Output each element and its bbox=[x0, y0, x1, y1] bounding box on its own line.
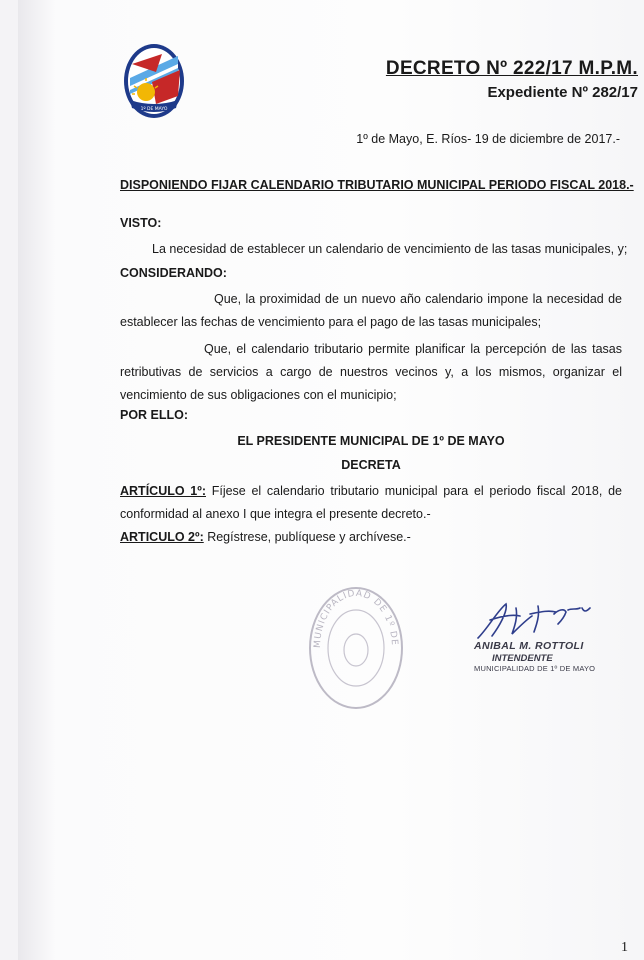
page-number: 1 bbox=[621, 940, 628, 955]
considerando-label: CONSIDERANDO: bbox=[120, 266, 227, 280]
title-block bbox=[386, 58, 638, 101]
expediente-number: Expediente Nº 282/17 bbox=[487, 84, 638, 101]
visto-text: La necesidad de establecer un calendario de vencimiento de las tasas municipales, y; bbox=[152, 242, 628, 256]
visto-label: VISTO: bbox=[120, 216, 162, 230]
date-line: 1º de Mayo, E. Ríos- 19 de diciembre de 2017.- bbox=[356, 132, 620, 146]
decreto-title: DECRETO Nº 222/17 M.P.M. bbox=[385, 58, 638, 79]
por-ello-label: POR ELLO: bbox=[120, 408, 189, 422]
considerando-paragraph-1: Que, la proximidad de un nuevo año calendario impone la necesidad de establecer las fechas de vencimiento para el pago de las tasas municipales; bbox=[120, 292, 622, 329]
municipal-crest-icon bbox=[122, 42, 186, 120]
articulo-2-label: ARTICULO 2º: bbox=[120, 530, 204, 544]
signer-name: ANIBAL M. ROTTOLI bbox=[474, 640, 584, 652]
articulo-2-text: Regístrese, publíquese y archívese.- bbox=[203, 530, 411, 544]
considerando-paragraph-2: Que, el calendario tributario permite planificar la percepción de las tasas retributivas de servicios a cargo de nuestros vecinos y, a los mismos, organizar el vencimiento de sus obligaciones con el municipio; bbox=[120, 342, 622, 402]
crest-label: 1º DE MAYO bbox=[140, 107, 168, 112]
municipal-seal-icon bbox=[306, 584, 406, 712]
articulo-2 bbox=[120, 526, 411, 549]
signature-icon bbox=[468, 598, 608, 644]
decreta-heading: DECRETA bbox=[341, 458, 401, 472]
articulo-1-text: Fíjese el calendario tributario municipal para el periodo fiscal 2018, de conformidad al anexo I que integra el presente decreto.- bbox=[120, 484, 622, 521]
seal-text: MUNICIPALIDAD DE 1º DE bbox=[312, 588, 400, 649]
signer-role: INTENDENTE bbox=[492, 653, 553, 664]
signer-municipality: MUNICIPALIDAD DE 1º DE MAYO bbox=[474, 664, 596, 673]
articulo-1 bbox=[120, 480, 622, 526]
presidente-heading: EL PRESIDENTE MUNICIPAL DE 1º DE MAYO bbox=[237, 434, 505, 448]
subject-line: DISPONIENDO FIJAR CALENDARIO TRIBUTARIO MUNICIPAL PERIODO FISCAL 2018.- bbox=[120, 178, 634, 192]
articulo-1-label: ARTÍCULO 1º: bbox=[120, 484, 206, 498]
